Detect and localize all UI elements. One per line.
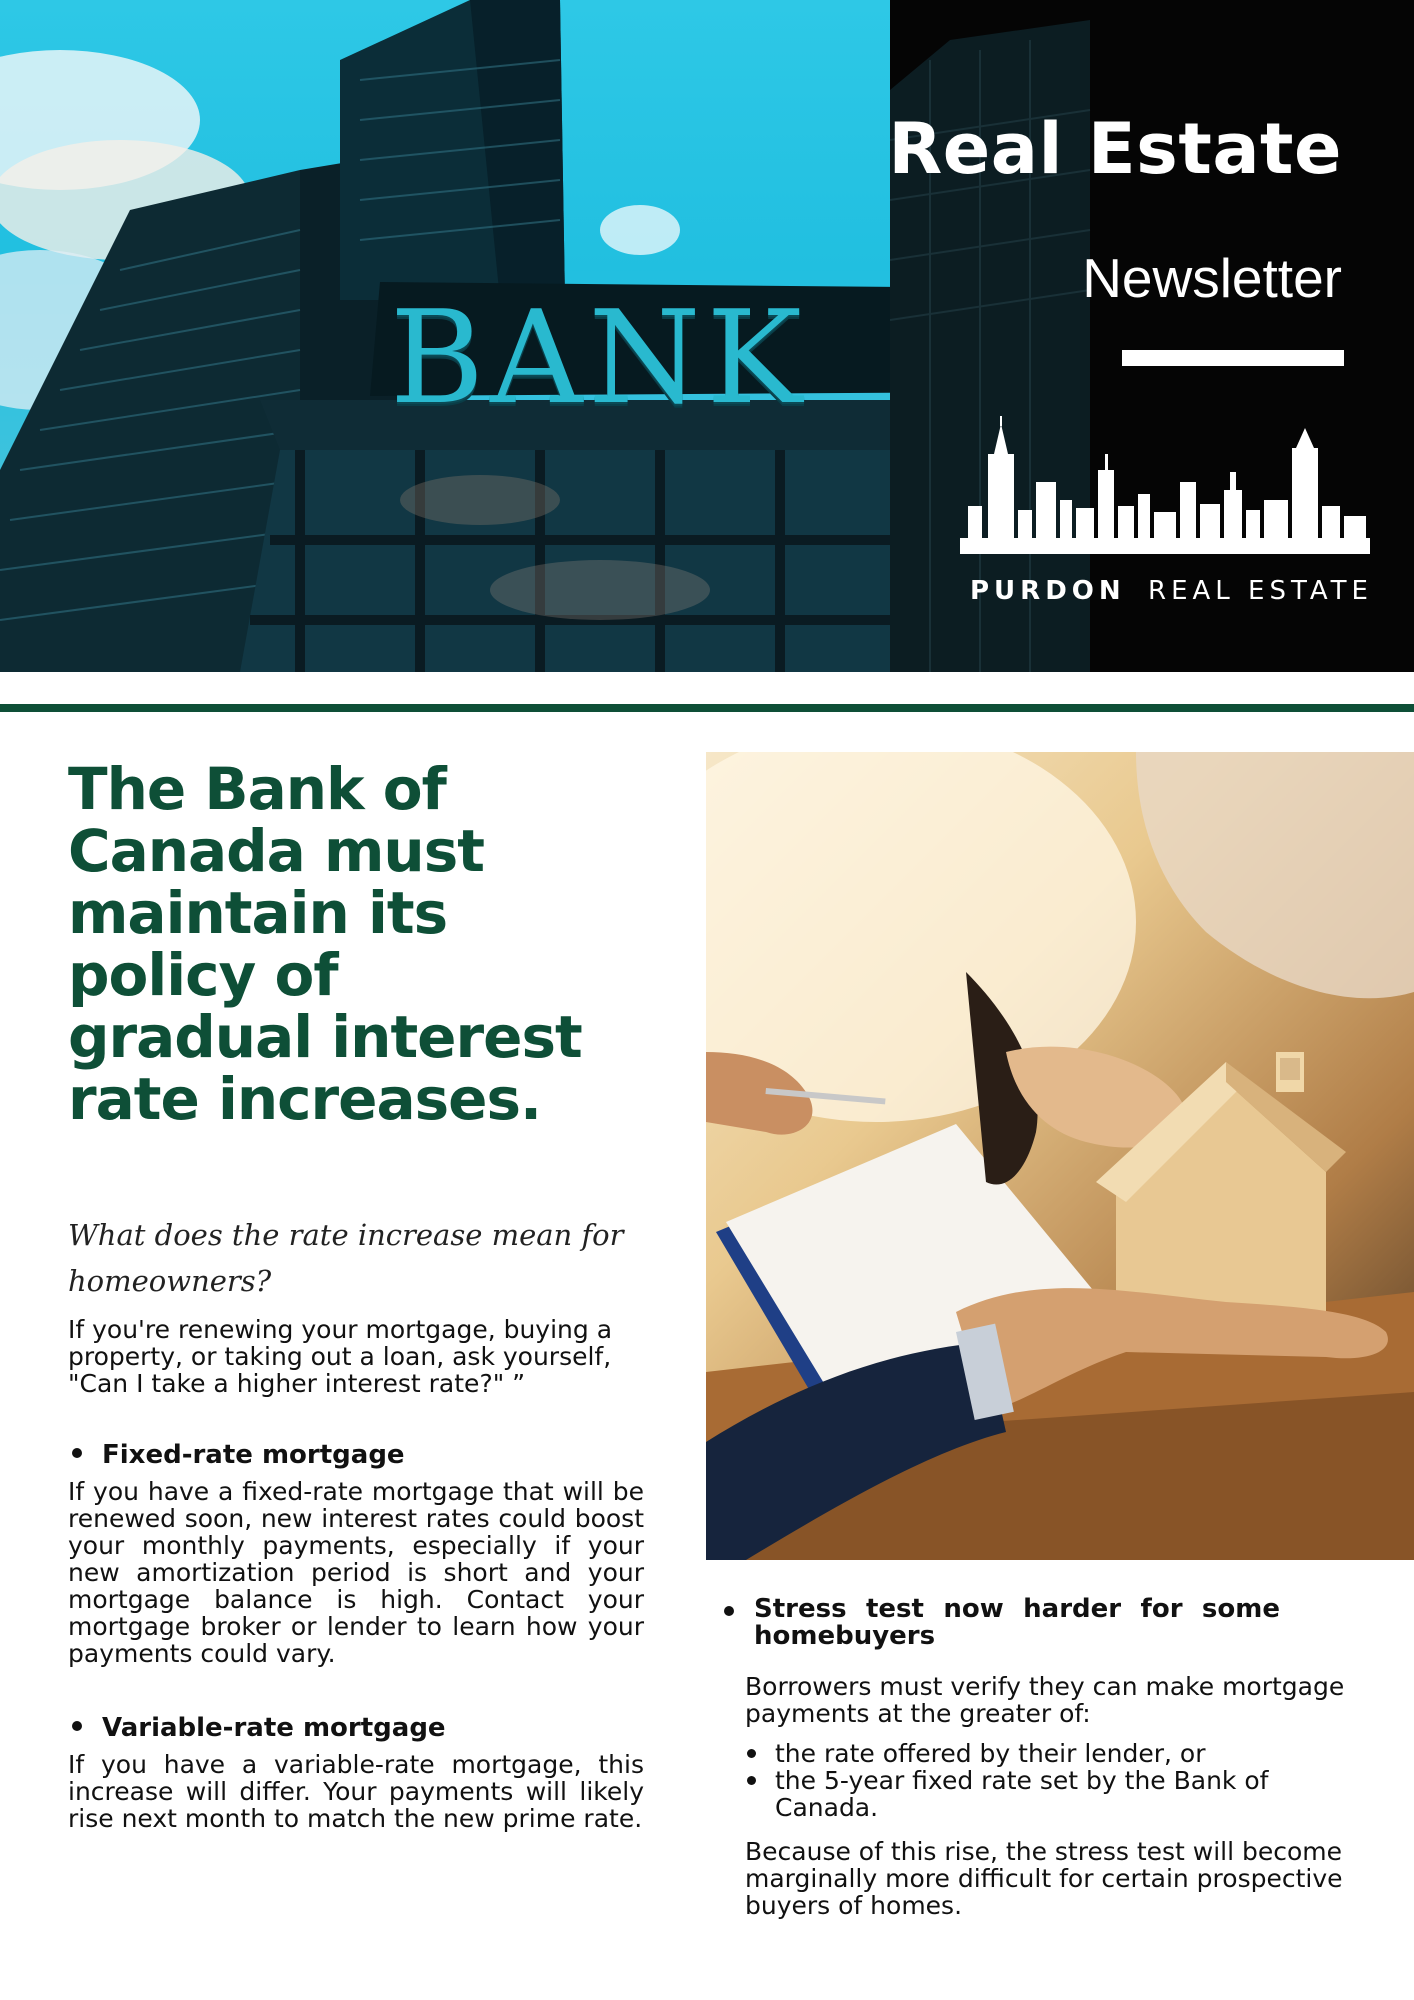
- hands-house-image: [706, 752, 1414, 1560]
- brand-name-bold: PURDON: [970, 576, 1126, 606]
- hero-banner: [0, 0, 1414, 672]
- list-item-text: the rate offered by their lender, or: [775, 1739, 1206, 1768]
- bullet-icon: [724, 1606, 734, 1616]
- bullet-icon: [747, 1776, 756, 1785]
- bullet-icon: [72, 1721, 82, 1731]
- newsletter-subtitle: Newsletter: [1082, 247, 1342, 309]
- city-skyline-icon: [960, 410, 1396, 570]
- section-divider: [0, 704, 1414, 712]
- variable-rate-paragraph: If you have a variable-rate mortgage, this increase will differ. Your payments will likely rise next month to match the new prime rate.: [68, 1750, 644, 1833]
- fixed-rate-heading-text: Fixed-rate mortgage: [102, 1440, 405, 1470]
- list-item: [745, 1767, 1345, 1821]
- bank-sign: BANK: [390, 284, 809, 433]
- newsletter-title: Real Estate: [888, 108, 1342, 190]
- title-underline: [1122, 350, 1344, 366]
- fixed-rate-paragraph: If you have a fixed-rate mortgage that will be renewed soon, new interest rates could boost your monthly payments, especially if your new amortization period is short and your mortgage balance is high. Contact your mortgage broker or lender to learn how your payments could vary.: [68, 1477, 644, 1668]
- bullet-icon: [72, 1448, 82, 1458]
- stress-test-list: [745, 1740, 1345, 1821]
- variable-rate-heading-text: Variable-rate mortgage: [102, 1713, 446, 1743]
- stress-test-conclusion: Because of this rise, the stress test will become marginally more difficult for certain prospective buyers of homes.: [745, 1837, 1343, 1920]
- variable-rate-heading: [72, 1713, 446, 1743]
- list-item: [745, 1740, 1345, 1767]
- list-item-text: the 5-year fixed rate set by the Bank of Canada.: [775, 1766, 1269, 1822]
- intro-paragraph: If you're renewing your mortgage, buying a property, or taking out a loan, ask yourself, "Can I take a higher interest rate?" ”: [68, 1315, 613, 1398]
- brand-name-light: REAL ESTATE: [1148, 576, 1373, 606]
- article-subheading: What does the rate increase mean for homeowners?: [68, 1218, 624, 1298]
- stress-test-paragraph: Borrowers must verify they can make mortgage payments at the greater of:: [745, 1672, 1345, 1728]
- article-headline: The Bank of Canada must maintain its policy of gradual interest rate increases.: [68, 755, 582, 1133]
- bullet-icon: [747, 1749, 756, 1758]
- house-model-photo: [706, 752, 1414, 1560]
- fixed-rate-heading: [72, 1440, 405, 1470]
- stress-test-heading: [720, 1596, 1280, 1650]
- stress-test-heading-text: Stress test now harder for some homebuyers: [754, 1594, 1280, 1651]
